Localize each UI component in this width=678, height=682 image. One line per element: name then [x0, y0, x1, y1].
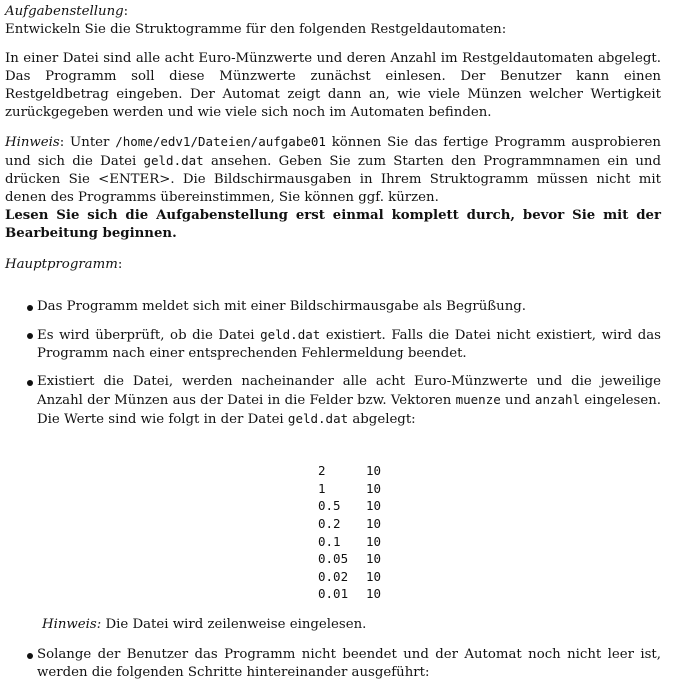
intro-paragraph: Entwickeln Sie die Struktogramme für den folgenden Restgeldautomaten:	[5, 22, 507, 37]
hint-paragraph: Hinweis: Unter /home/edv1/Dateien/aufgabe01 können Sie das fertige Programm ausprobieren und sich die Datei geld.dat ansehen. Geben Sie zum Starten den Programmnamen ein und drücken Sie <ENTER>. Die Bildschirmausgaben in Ihrem Struktogramm müssen nicht mit denen des Programms übereinstimmen, Sie können ggf. kürzen.	[5, 134, 661, 205]
file-name: geld.dat	[143, 153, 204, 168]
loop-list	[5, 646, 661, 682]
table-row: 0.02 10	[318, 568, 382, 584]
list-item: Es wird überprüft, ob die Datei geld.dat existiert. Falls die Datei nicht existiert, wird das Programm nach einer entsprechenden Fehlermeldung beendet.	[5, 326, 661, 363]
table-row: 0.5 10	[318, 498, 382, 514]
list-item: Existiert die Datei, werden nacheinander alle acht Euro-Münzwerte und die jeweilige Anzahl der Münzen aus der Datei in die Felder bzw. Vektoren muenze und anzahl eingelesen. Die Werte sind wie folgt in der Datei geld.dat abgelegt:	[5, 373, 661, 429]
table-row: 0.01 10	[318, 586, 382, 602]
table-row: 0.05 10	[318, 551, 382, 567]
bold-instruction: Lesen Sie sich die Aufgabenstellung erst einmal komplett durch, bevor Sie mit der Bearbeitung beginnen.	[5, 208, 661, 241]
heading-aufgabenstellung: Aufgabenstellung:	[5, 4, 129, 19]
table-row: 0.1 10	[318, 533, 382, 549]
main-program-list	[5, 298, 661, 429]
note-label: Hinweis:	[42, 617, 102, 633]
table-row: 2 10	[318, 463, 382, 479]
table-row: 0.2 10	[318, 516, 382, 532]
list-item: Das Programm meldet sich mit einer Bildschirmausgabe als Begrüßung.	[5, 298, 661, 316]
bullet-icon	[27, 380, 33, 386]
bullet-icon	[27, 653, 33, 659]
list-item: Solange der Benutzer das Programm nicht beendet und der Automat noch nicht leer ist, werden die folgenden Schritte hintereinander ausgeführt:	[5, 646, 661, 682]
document-page	[5, 0, 661, 682]
file-read-note: Hinweis: Die Datei wird zeilenweise eingelesen.	[42, 617, 367, 633]
description-paragraph: In einer Datei sind alle acht Euro-Münzwerte und deren Anzahl im Restgeldautomaten abgelegt. Das Programm soll diese Münzwerte zunächst einlesen. Der Benutzer kann einen Restgeldbetrag eingeben. Der Automat zeigt dann an, wie viele Münzen welcher Wertigkeit zurückgegeben werden und wie viele sich noch im Automaten befinden.	[5, 51, 661, 120]
table-row: 1 10	[318, 480, 382, 496]
bullet-icon	[27, 305, 33, 311]
hint-label: Hinweis	[5, 135, 60, 150]
coin-table	[318, 462, 381, 603]
program-path: /home/edv1/Dateien/aufgabe01	[115, 134, 326, 149]
heading-hauptprogramm: Hauptprogramm:	[5, 257, 123, 273]
bullet-icon	[27, 333, 33, 339]
